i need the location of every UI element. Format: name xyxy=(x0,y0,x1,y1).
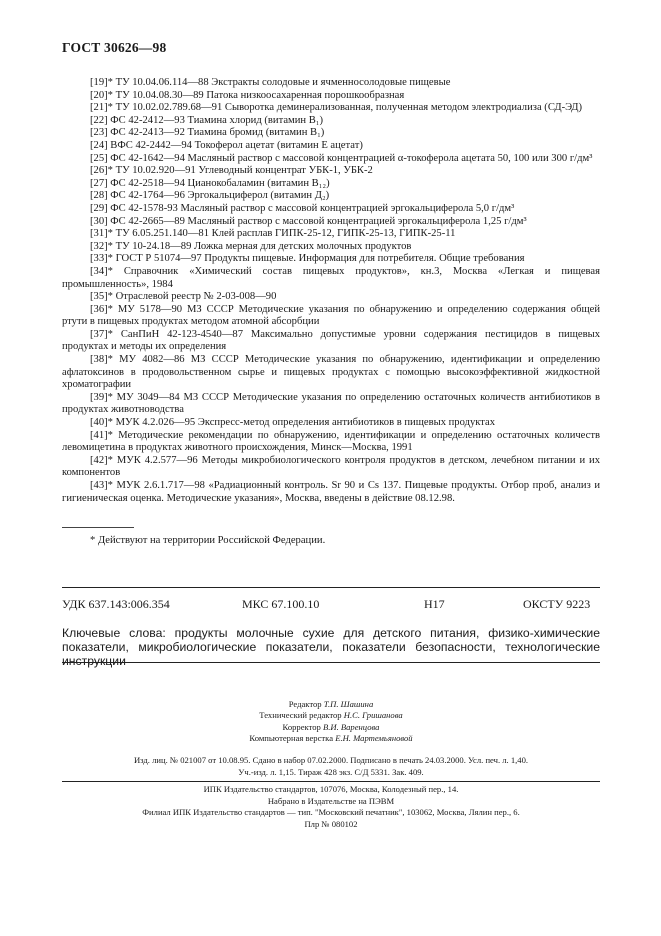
imprint-line: Изд. лиц. № 021007 от 10.08.95. Сдано в набор 07.02.2000. Подписано в печать 24.03.2000. Усл. печ. л. 1,40. xyxy=(133,755,529,765)
reference-item: [28] ФС 42-1764—96 Эргокальциферол (витамин Д₂) xyxy=(90,190,330,202)
publisher-line: Плр № 080102 xyxy=(304,818,358,829)
imprint-block xyxy=(62,755,600,778)
reference-item: [43]* МУК 2.6.1.717—98 «Радиационный контроль. Sr 90 и Cs 137. Пищевые продукты. Отбор проб, анализ и гигиеническая оценка. Методические указания», Москва, введены в действие 08.12.98. xyxy=(62,480,600,504)
publisher-line: Набрано в Издательстве на ПЭВМ xyxy=(267,795,395,806)
reference-item: [31]* ТУ 6.05.251.140—81 Клей расплав ГИПК-25-12, ГИПК-25-13, ГИПК-25-11 xyxy=(90,228,456,240)
reference-item: [37]* СанПиН 42-123-4540—87 Максимально допустимые уровни содержания пестицидов в пищевых продуктах и методы их определения xyxy=(62,328,600,353)
credits-block xyxy=(62,699,600,745)
credit-proofreader: Корректор В.И. Варенцова xyxy=(282,721,380,732)
reference-item: [40]* МУК 4.2.026—95 Экспресс-метод определения антибиотиков в пищевых продуктах xyxy=(90,417,496,429)
reference-item: [41]* Методические рекомендации по обнаружению, идентификации и определению остаточных количеств левомицетина в продуктах животного происхождения, Минск—Москва, 1991 xyxy=(62,429,600,454)
reference-item: [30] ФС 42-2665—89 Масляный раствор с массовой концентрацией эргокальциферола 1,25 г/дм³ xyxy=(90,215,527,227)
credit-layout: Компьютерная верстка Е.Н. Мартемьяновой xyxy=(249,733,413,744)
reference-item: [26]* ТУ 10.02.920—91 Углеводный концентрат УБК-1, УБК-2 xyxy=(90,165,373,177)
group-code: H17 xyxy=(424,597,445,611)
reference-item: [27] ФС 42-2518—94 Цианокобаламин (витамин B₁₂) xyxy=(90,177,330,189)
udk-code: УДК 637.143:006.354 xyxy=(62,597,170,611)
footnote: * Действуют на территории Российской Федерации. xyxy=(90,535,326,546)
credit-technical-editor: Технический редактор Н.С. Гришанова xyxy=(259,710,403,721)
publisher-top-rule xyxy=(62,781,600,782)
reference-item: [21]* ТУ 10.02.02.789.68—91 Сыворотка деминерализованная, полученная методом электродиализа (СД-ЭД) xyxy=(90,102,582,114)
publisher-line: ИПК Издательство стандартов, 107076, Москва, Колодезный пер., 14. xyxy=(203,784,459,794)
credit-editor: Редактор Т.П. Шашина xyxy=(288,699,374,709)
reference-item: [38]* МУ 4082—86 МЗ СССР Методические указания по обнаружению, идентификации и определению афлатоксинов в продовольственном сырье и пищевых продуктах с помощью высокоэффективной жидкостной хроматографии xyxy=(62,354,600,391)
reference-item: [36]* МУ 5178—90 МЗ СССР Методические указания по обнаружению и определению содержания общей ртути в пищевых продуктах методом атомной абсорбции xyxy=(62,303,600,328)
publisher-line: Филиал ИПК Издательство стандартов — тип. "Московский печатник", 103062, Москва, Лялин пер., 6. xyxy=(142,807,520,818)
reference-item: [35]* Отраслевой реестр № 2-03-008—90 xyxy=(90,291,277,303)
keywords-bottom-rule xyxy=(62,662,600,663)
mks-code: МКС 67.100.10 xyxy=(242,597,320,611)
reference-item: [39]* МУ 3049—84 МЗ СССР Методические указания по определению остаточных количеств антибиотиков в продуктах животноводства xyxy=(62,391,600,416)
reference-list xyxy=(62,77,600,505)
reference-item: [29] ФС 42-1578-93 Масляный раствор с массовой концентрацией эргокальциферола 5,0 г/дм³ xyxy=(90,202,515,214)
page-header: ГОСТ 30626—98 xyxy=(62,40,167,55)
publisher-block xyxy=(62,784,600,830)
reference-item: [25] ФС 42-1642—94 Масляный раствор с массовой концентрацией α-токоферола ацетата 50, 100 или 300 г/дм³ xyxy=(90,152,593,164)
reference-item: [34]* Справочник «Химический состав пищевых продуктов», кн.3, Москва «Легкая и пищевая промышленность», 1984 xyxy=(62,265,600,290)
reference-item: [32]* ТУ 10-24.18—89 Ложка мерная для детских молочных продуктов xyxy=(90,240,412,252)
reference-item: [23] ФС 42-2413—92 Тиамина бромид (витамин B₁) xyxy=(90,127,325,139)
reference-item: [42]* МУК 4.2.577—96 Методы микробиологического контроля продуктов в детском, лечебном питании и их компонентов xyxy=(62,454,600,479)
reference-item: [19]* ТУ 10.04.06.114—88 Экстракты солодовые и ячменносолодовые пищевые xyxy=(90,77,451,88)
reference-item: [33]* ГОСТ Р 51074—97 Продукты пищевые. Информация для потребителя. Общие требования xyxy=(90,253,525,265)
reference-item: [22] ФС 42-2412—93 Тиамина хлорид (витамин B₁) xyxy=(90,114,324,126)
footnote-divider xyxy=(62,527,134,528)
keywords: Ключевые слова: продукты молочные сухие для детского питания, физико-химические показатели, микробиологические показатели, показатели безопасности, технологические инструкции xyxy=(62,626,600,668)
reference-item: [24] ВФС 42-2442—94 Токоферол ацетат (витамин Е ацетат) xyxy=(90,139,363,151)
okstu-code: ОКСТУ 9223 xyxy=(523,597,591,611)
classification-top-rule xyxy=(62,587,600,588)
reference-item: [20]* ТУ 10.04.08.30—89 Патока низкоосахаренная порошкообразная xyxy=(90,89,405,101)
imprint-line: Уч.-изд. л. 1,15. Тираж 428 экз. С/Д 5331. Зак. 409. xyxy=(238,766,424,777)
